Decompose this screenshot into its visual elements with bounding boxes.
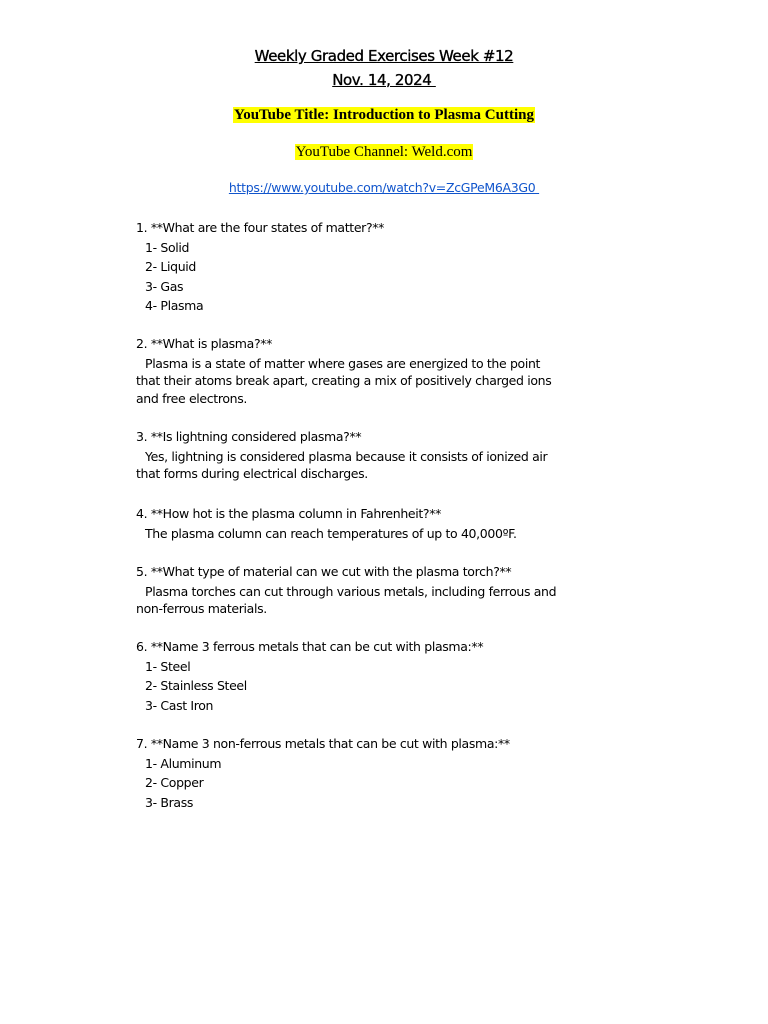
question-text: 7. **Name 3 non-ferrous metals that can be cut with plasma:** xyxy=(136,736,510,751)
answer-text: Yes, lightning is considered plasma because it consists of ionized air that forms during electrical discharges. xyxy=(136,448,548,481)
video-link-line xyxy=(0,179,768,197)
title-week-text: Weekly Graded Exercises Week #12 xyxy=(254,47,514,65)
list-item: 2- Copper xyxy=(145,775,204,790)
list-item: 1- Steel xyxy=(145,658,191,674)
youtube-title-line xyxy=(0,106,768,124)
list-item: 2- Stainless Steel xyxy=(145,678,247,693)
answer-text: Plasma is a state of matter where gases are energized to the point that their atoms break apart, creating a mix of positively charged ions and free electrons. xyxy=(136,355,552,406)
title-week xyxy=(0,47,768,66)
list-item: 1- Aluminum xyxy=(145,755,222,771)
youtube-channel: YouTube Channel: Weld.com xyxy=(295,144,473,160)
answer-text: Plasma torches can cut through various metals, including ferrous and non-ferrous materials. xyxy=(136,583,557,616)
list-item: 1- Solid xyxy=(145,239,190,255)
video-link[interactable]: https://www.youtube.com/watch?v=ZcGPeM6A3G0 xyxy=(228,180,540,195)
youtube-channel-line xyxy=(0,143,768,161)
answer-text: The plasma column can reach temperatures of up to 40,000ºF. xyxy=(145,525,517,541)
question-text: 5. **What type of material can we cut with the plasma torch?** xyxy=(136,564,512,579)
list-item: 3- Brass xyxy=(145,794,194,810)
question-text: 6. **Name 3 ferrous metals that can be cut with plasma:** xyxy=(136,639,484,654)
question-text: 2. **What is plasma?** xyxy=(136,336,273,351)
list-item: 3- Cast Iron xyxy=(145,697,214,713)
list-item: 4- Plasma xyxy=(145,298,204,313)
question-text: 4. **How hot is the plasma column in Fahrenheit?** xyxy=(136,506,442,521)
question-text: 1. **What are the four states of matter?** xyxy=(136,220,385,235)
question-text: 3. **Is lightning considered plasma?** xyxy=(136,429,362,444)
title-date-text: Nov. 14, 2024 xyxy=(332,71,436,89)
list-item: 2- Liquid xyxy=(145,259,196,274)
list-item: 3- Gas xyxy=(145,278,184,294)
youtube-title: YouTube Title: Introduction to Plasma Cutting xyxy=(234,107,534,123)
title-date xyxy=(0,71,768,90)
